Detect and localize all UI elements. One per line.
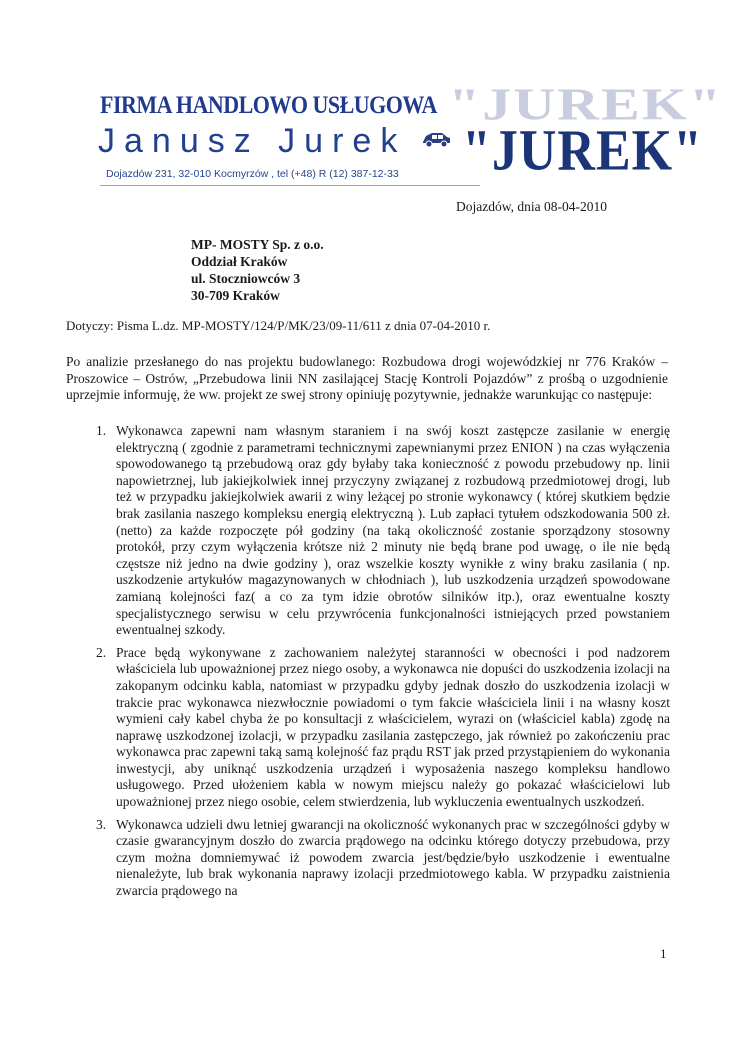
list-item-text: Prace będą wykonywane z zachowaniem należytej staranności w obecności i pod nadzorem właściciela lub upoważnionej przez niego osoby, a wykonawca nie dopuści do uszkodzenia izolacji na zakopanym odcinku kabla, natomiast w przypadku gdyby jednak doszło do uszkodzenia izolacji w trakcie prac wykonawca niezwłocznie powiadomi o tym fakcie właściciela linii i na własny koszt wymieni cały kabel chyba że po konsultacji z właścicielem, wyrazi on (właściciel kabla) zgodę na naprawę uszkodzonej izolacji, w przypadku zasilania zastępczego, jak również po zakończeniu prac wykonawca prac zapewni taką samą kolejność faz prądu RST jak przed przystąpieniem do wykonania inwestycji, aby uniknąć uszkodzenia urządzeń i wyposażenia naszego kompleksu handlowo usługowego. Przed ułożeniem kabla w nowym miejscu należy go pokazać właścicielowi lub upoważnionej przez niego osobie, celem stwierdzenia, lub wykluczenia ewentualnych uszkodzeń.: [116, 644, 670, 810]
list-item-number: 1.: [96, 423, 107, 438]
car-icon: [420, 128, 452, 150]
letterhead-address: Dojazdów 231, 32-010 Kocmyrzów , tel (+48) R (12) 387-12-33: [106, 168, 399, 180]
recipient-line: MP- MOSTY Sp. z o.o.: [191, 237, 324, 252]
list-item: [66, 817, 670, 900]
letter-intro: Po analizie przesłanego do nas projektu budowlanego: Rozbudowa drogi wojewódzkiej nr 776 Kraków – Proszowice – Ostrów, „Przebudowa linii NN zasilającej Stację Kontroli Pojazdów” z prośbą o uzgodnienie uprzejmie informuję, że ww. projekt ze swej strony opiniuję pozytywnie, jednakże warunkując co następuje:: [66, 354, 668, 402]
list-item-text: Wykonawca zapewni nam własnym staraniem i na swój koszt zastępcze zasilanie w energię elektryczną ( zgodnie z parametrami technicznymi zapewnianymi przez ENION ) na czas wyłączenia spowodowanego tą przebudową oraz gdy byłaby taka konieczność z powodu przebudowy np. linii napowietrznej, lub jakiejkolwiek innej przyczyny związanej z rozbudową przedmiotowej drogi, lub też w przypadku jakiejkolwiek awarii z winy leżącej po stronie wykonawcy ( której skutkiem będzie brak zasilania naszego kompleksu energią elektryczną ). Lub zapłaci tytułem odszkodowania 500 zł.(netto) za każde rozpoczęte pół godziny (na taką okoliczność zostanie sporządzony stosowny protokół, przy czym wyłączenia krótsze niż 2 minuty nie będą brane pod uwagę, o ile nie będą częstsze niż jedno na dwie godziny ), oraz wszelkie koszty wynikłe z winy braku zasilania ( np. uszkodzenie artykułów magazynowanych w chłodniach ), lub uszkodzenia urządzeń spowodowane zamianą kolejności faz( a co za tym idzie obrotów silników itp.), oraz ewentualne koszty specjalistycznego serwisu w celu przywrócenia funkcjonalności istniejących przed powstaniem ewentualnej szkody.: [116, 423, 670, 638]
page-number: 1: [660, 946, 667, 961]
list-item-text: Wykonawca udzieli dwu letniej gwarancji na okoliczność wykonanych prac w szczególności gdyby w czasie gwarancyjnym doszło do zwarcia prądowego na odcinku którego dotyczy przebudowa, przy czym można domniemywać iż powodem zwarcia jest/będzie/było uszkodzenie i ewentualne nienależyte, lub brak wykonania naprawy izolacji przedmiotowego kabla. W przypadku zaistnienia zwarcia prądowego na: [116, 816, 670, 899]
letter-subject: Dotyczy: Pisma L.dz. MP-MOSTY/124/P/MK/23/09-11/611 z dnia 07-04-2010 r.: [66, 318, 491, 333]
list-item: [66, 645, 670, 811]
list-item: [66, 423, 670, 639]
recipient-line: Oddział Kraków: [191, 254, 288, 269]
recipient-line: 30-709 Kraków: [191, 288, 280, 303]
recipient-address: [191, 236, 324, 304]
list-item-number: 2.: [96, 644, 107, 660]
letterhead-divider: [100, 185, 480, 186]
recipient-line: ul. Stoczniowców 3: [191, 271, 301, 286]
letterhead-owner-name: Janusz Jurek: [98, 122, 407, 160]
letter-date: Dojazdów, dnia 08-04-2010: [456, 199, 607, 214]
letterhead-ghost-logo: "JUREK": [448, 78, 723, 130]
list-item-number: 3.: [96, 816, 107, 832]
letterhead-firm: FIRMA HANDLOWO USŁUGOWA: [100, 90, 437, 119]
letterhead-brand-logo: "JUREK": [462, 119, 703, 183]
conditions-list: [66, 423, 670, 906]
